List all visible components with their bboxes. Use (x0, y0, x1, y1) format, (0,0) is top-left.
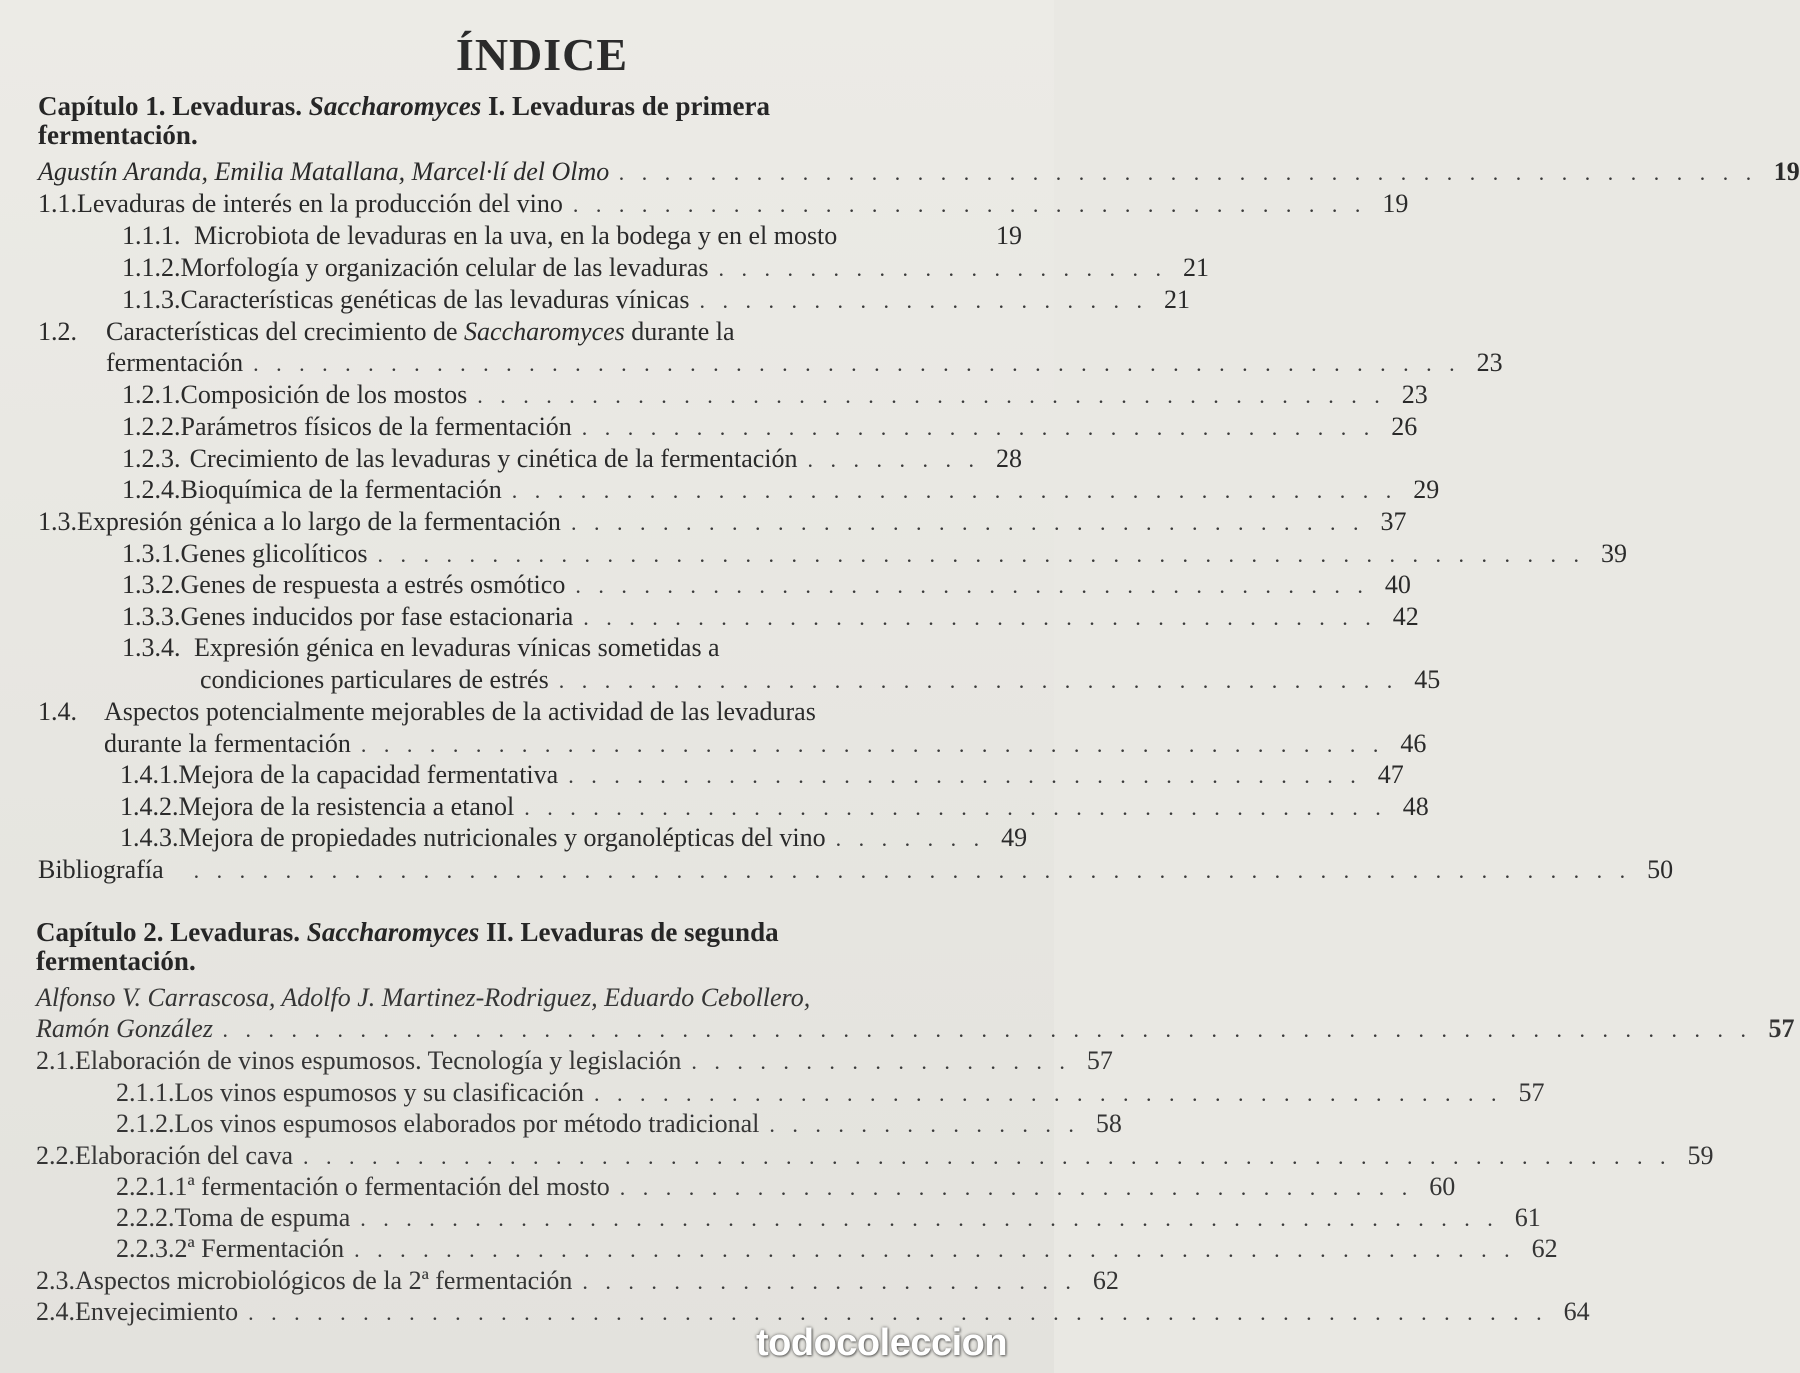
toc-entry-line2 (106, 347, 1503, 379)
entry-title: Microbiota de levaduras en la uva, en la bodega y en el mosto (194, 221, 838, 250)
toc-entry (122, 538, 1628, 570)
leader-dots: . . . . . . . . . . . . . . . . . . . . . . . . . . . . . . . . . . . . . . . . . . . . . . . . . . . . . . . . . . . . . . . (193, 858, 1632, 883)
leader-dots: . . . . . . . . . . . . . . . . . . . . . . . . . . . . . . . . . . . . . . . . . . . . . . . . . . . . . . . . . . . . . . . . . . . (222, 1017, 1753, 1042)
entry-title: Bioquímica de la fermentación (180, 475, 502, 504)
entry-number: 1.1.1. (122, 221, 181, 250)
leader-dots: . . . . . . . . . . . . . . . . . . . . . . . . . . . . . . . . . . . . . . . . . . . . . . . . . . . . . . . . . . . . (303, 1144, 1672, 1169)
toc-entry (36, 1265, 1119, 1297)
leader-dots: . . . . . . . . . . . . . . . . . . . . . . . . . . . . . . . . . . . (570, 510, 1365, 535)
watermark-logo: todocoleccion (756, 1322, 1008, 1364)
entry-page: 57 (1086, 1046, 1113, 1075)
entry-title: Los vinos espumosos y su clasificación (174, 1078, 584, 1107)
toc-entry-line1 (38, 316, 735, 348)
entry-page: 29 (1413, 475, 1440, 504)
leader-dots: . . . . . . . . . . . . . . . . . . . . . . . . . . . . . . . . . . . (572, 192, 1367, 217)
toc-entry (116, 1077, 1545, 1109)
entry-title: Aspectos microbiológicos de la 2ª fermentación (75, 1266, 573, 1295)
entry-page: 61 (1514, 1203, 1541, 1232)
entry-number: 1.4. (38, 697, 77, 726)
leader-dots: . . . . . . . . (807, 447, 980, 472)
entry-page: 47 (1377, 760, 1404, 789)
entry-page: 48 (1402, 792, 1429, 821)
entry-page: 21 (1183, 253, 1209, 282)
entry-number: 1.3.2. (122, 570, 181, 599)
entry-number: 2.1.1. (116, 1078, 175, 1107)
page-title: ÍNDICE (455, 29, 629, 80)
toc-entry (122, 411, 1418, 443)
entry-page: 62 (1092, 1266, 1119, 1295)
entry-number: 2.1.2. (116, 1109, 175, 1138)
leader-dots: . . . . . . . . . . . . . . . . . . . . (718, 256, 1167, 281)
entry-number: 2.3. (36, 1266, 75, 1295)
toc-entry (116, 1202, 1541, 1234)
leader-dots: . . . . . . . . . . . . . . . . . . . . . . (582, 1269, 1077, 1294)
leader-dots: . . . . . . . . . . . . . . . . . . . . . . . . . . . . . . . . . . . (619, 1175, 1414, 1200)
entry-page: 60 (1429, 1172, 1456, 1201)
entry-title: Características genéticas de las levaduras vínicas (180, 285, 690, 314)
leader-dots: . . . . . . . . . . . . . . . . . . . . . . . . . . . . . . . . . . . . . (558, 668, 1399, 693)
entry-page: 42 (1392, 602, 1419, 631)
entry-number: 1.3.4. (122, 633, 181, 662)
entry-title: Bibliografía (38, 855, 164, 884)
entry-title-b: durante la (624, 317, 735, 346)
leader-dots: . . . . . . . . . . . . . . . . . . . . . . . . . . . . . . . . . . . (581, 415, 1376, 440)
entry-number: 2.1. (36, 1046, 75, 1075)
chapter-1-heading (38, 92, 770, 150)
toc-entry (122, 443, 1022, 475)
toc-entry (116, 1108, 1122, 1140)
chapter-2-authors-line1: Alfonso V. Carrascosa, Adolfo J. Martinez-Rodriguez, Eduardo Cebollero, (36, 983, 811, 1012)
toc-entry (38, 506, 1407, 538)
entry-page: 37 (1380, 507, 1407, 536)
leader-dots: . . . . . . . . . . . . . . . . . . . . . . . . . . . . . . . . . . . . . . . . . . . . . . . . . . . . . . . . . (248, 1300, 1548, 1325)
entry-title: Aspectos potencialmente mejorables de la actividad de las levaduras (104, 697, 816, 726)
entry-number: 1.1. (38, 189, 77, 218)
toc-entry (38, 188, 1409, 220)
entry-number: 1.2.1. (122, 380, 181, 409)
toc-entry (122, 220, 1022, 252)
leader-dots: . . . . . . . . . . . . . . . . . . . . . . . . . . . . . . . . . . . . . . . (511, 478, 1398, 503)
leader-dots: . . . . . . . . . . . . . . . . . . . . . . . . . . . . . . . . . . . . . . . . . . . . . . . . . . . . . (377, 542, 1586, 567)
entry-title: Parámetros físicos de la fermentación (180, 412, 572, 441)
leader-dots: . . . . . . . . . . . . . . . . . . . . (699, 288, 1148, 313)
entry-title: Expresión génica a lo largo de la fermentación (77, 507, 561, 536)
toc-entry (120, 791, 1429, 823)
entry-number: 2.2. (36, 1141, 75, 1170)
entry-page: 23 (1401, 380, 1428, 409)
leader-dots: . . . . . . . . . . . . . . . . . . . . . . . . . . . . . . . . . . . . . . (524, 795, 1387, 820)
entry-number: 1.2.3. (122, 444, 181, 473)
entry-page: 19 (1382, 189, 1409, 218)
entry-title: Elaboración del cava (75, 1141, 293, 1170)
chapter-2-heading-italic: Saccharomyces (306, 917, 480, 947)
toc-entry (122, 601, 1419, 633)
entry-page: 59 (1687, 1141, 1714, 1170)
entry-page: 64 (1563, 1297, 1590, 1326)
leader-dots: . . . . . . . . . . . . . . . . . . . . . . . . . . . . . . . . . . . . . . . . . . . . . . . . . . . (354, 1237, 1516, 1262)
chapter-2-heading (36, 918, 779, 976)
entry-title: Composición de los mostos (180, 380, 468, 409)
leader-dots: . . . . . . . . . . . . . . (769, 1112, 1080, 1137)
entry-title-cont: condiciones particulares de estrés (200, 665, 549, 694)
toc-entry (122, 379, 1428, 411)
entry-number: 2.4. (36, 1297, 75, 1326)
toc-entry (122, 474, 1440, 506)
entry-page: 40 (1384, 570, 1411, 599)
entry-number: 1.1.3. (122, 285, 181, 314)
entry-page: 62 (1531, 1234, 1558, 1263)
entry-title: 1ª fermentación o fermentación del mosto (174, 1172, 610, 1201)
entry-title: Mejora de propiedades nutricionales y organolépticas del vino (178, 823, 826, 852)
entry-page: 26 (1391, 412, 1418, 441)
entry-title-a: Características del crecimiento de (106, 317, 465, 346)
entry-number: 1.2.4. (122, 475, 181, 504)
entry-number: 1.2. (38, 317, 77, 346)
toc-entry-bibliography (38, 854, 1674, 886)
entry-title: Mejora de la capacidad fermentativa (178, 760, 559, 789)
leader-dots: . . . . . . . (835, 826, 986, 851)
toc-entry-line2 (200, 664, 1441, 696)
chapter-2-authors-line2: Ramón González (36, 1014, 213, 1043)
leader-dots: . . . . . . . . . . . . . . . . . . . . . . . . . . . . . . . . . . . . . . . . . . . . . (360, 732, 1385, 757)
chapter-1-heading-italic: Saccharomyces (308, 91, 482, 121)
entry-page: 21 (1163, 285, 1190, 314)
entry-title: 2ª Fermentación (174, 1234, 345, 1263)
leader-dots: . . . . . . . . . . . . . . . . . . . . . . . . . . . . . . . . . . . (568, 763, 1362, 788)
entry-page: 28 (996, 444, 1022, 473)
chapter-2-heading-line2: fermentación. (36, 946, 196, 976)
entry-number: 1.1.2. (122, 253, 181, 282)
entry-title: Expresión génica en levaduras vínicas sometidas a (194, 633, 720, 662)
leader-dots: . . . . . . . . . . . . . . . . . . . . . . . . . . . . . . . . . . . . . . . . . . . . . . . . . . . . . (253, 351, 1461, 376)
chapter-1-heading-line2: fermentación. (38, 120, 198, 150)
leader-dots: . . . . . . . . . . . . . . . . . . . . . . . . . . . . . . . . . . . . . . . . (477, 383, 1386, 408)
toc-entry (36, 1045, 1113, 1077)
toc-entry (122, 284, 1190, 316)
entry-title: Genes inducidos por fase estacionaria (180, 602, 574, 631)
chapter-2-authors-page: 57 (1768, 1014, 1795, 1043)
entry-title: Toma de espuma (174, 1203, 351, 1232)
toc-entry-line1 (38, 696, 816, 728)
leader-dots: . . . . . . . . . . . . . . . . . . . . . . . . . . . . . . . . . . . . . . . . . . . . . . . . . . (619, 160, 1758, 185)
entry-title: Genes glicolíticos (180, 539, 368, 568)
entry-title: Crecimiento de las levaduras y cinética de la fermentación (189, 444, 798, 473)
entry-title: Los vinos espumosos elaborados por método tradicional (174, 1109, 760, 1138)
entry-page: 57 (1518, 1078, 1545, 1107)
chapter-1-authors-page: 19 (1773, 157, 1800, 186)
leader-dots: . . . . . . . . . . . . . . . . . . . . . . . . . . . . . . . . . . . . . . . . . . . . . . . . . . (360, 1206, 1499, 1231)
entry-page: 46 (1400, 729, 1427, 758)
toc-entry-line2 (104, 728, 1427, 760)
toc-entry-line1 (122, 632, 720, 664)
entry-number: 1.2.2. (122, 412, 181, 441)
entry-title-cont: fermentación (106, 348, 244, 377)
entry-title: Envejecimiento (75, 1297, 239, 1326)
entry-number: 1.3. (38, 507, 77, 536)
entry-title-cont: durante la fermentación (104, 729, 351, 758)
leader-dots: . . . . . . . . . . . . . . . . . . . . . . . . . . . . . . . . . . . (583, 605, 1377, 630)
entry-page: 58 (1095, 1109, 1122, 1138)
leader-dots: . . . . . . . . . . . . . . . . . . . . . . . . . . . . . . . . . . . . . . . . (593, 1081, 1503, 1106)
toc-entry (122, 252, 1209, 284)
chapter-1-authors-row (38, 156, 1800, 188)
entry-number: 2.2.2. (116, 1203, 175, 1232)
entry-number: 2.2.1. (116, 1172, 175, 1201)
chapter-2-authors-row (36, 1013, 1795, 1045)
entry-title: Genes de respuesta a estrés osmótico (180, 570, 566, 599)
entry-number: 2.2.3. (116, 1234, 175, 1263)
entry-page: 45 (1414, 665, 1441, 694)
chapter-1-authors: Agustín Aranda, Emilia Matallana, Marcel·lí del Olmo (38, 157, 610, 186)
chapter-2-heading-a: Capítulo 2. Levaduras. (36, 917, 307, 947)
entry-number: 1.4.1. (120, 760, 179, 789)
chapter-1-heading-b: I. Levaduras de primera (481, 91, 770, 121)
toc-entry (120, 822, 1028, 854)
entry-title: Elaboración de vinos espumosos. Tecnología y legislación (75, 1046, 682, 1075)
toc-entry (122, 569, 1411, 601)
leader-dots: . . . . . . . . . . . . . . . . . . . . . . . . . . . . . . . . . . . (575, 573, 1369, 598)
entry-page: 50 (1647, 855, 1674, 884)
toc-entry (116, 1233, 1558, 1265)
entry-page: 19 (996, 221, 1022, 250)
entry-number: 1.4.3. (120, 823, 179, 852)
toc-entry (36, 1140, 1714, 1172)
entry-page: 39 (1601, 539, 1628, 568)
entry-number: 1.3.3. (122, 602, 181, 631)
entry-number: 1.3.1. (122, 539, 181, 568)
leader-dots: . . . . . . . . . . . . . . . . . (691, 1049, 1071, 1074)
toc-entry (116, 1171, 1456, 1203)
entry-title-italic: Saccharomyces (464, 317, 625, 346)
entry-page: 23 (1476, 348, 1503, 377)
chapter-1-heading-a: Capítulo 1. Levaduras. (38, 91, 309, 121)
toc-entry (120, 759, 1404, 791)
entry-title: Levaduras de interés en la producción del vino (77, 189, 563, 218)
entry-page: 49 (1001, 823, 1028, 852)
chapter-2-heading-b: II. Levaduras de segunda (479, 917, 779, 947)
entry-title: Morfología y organización celular de las levaduras (180, 253, 709, 282)
entry-title: Mejora de la resistencia a etanol (178, 792, 515, 821)
entry-number: 1.4.2. (120, 792, 179, 821)
